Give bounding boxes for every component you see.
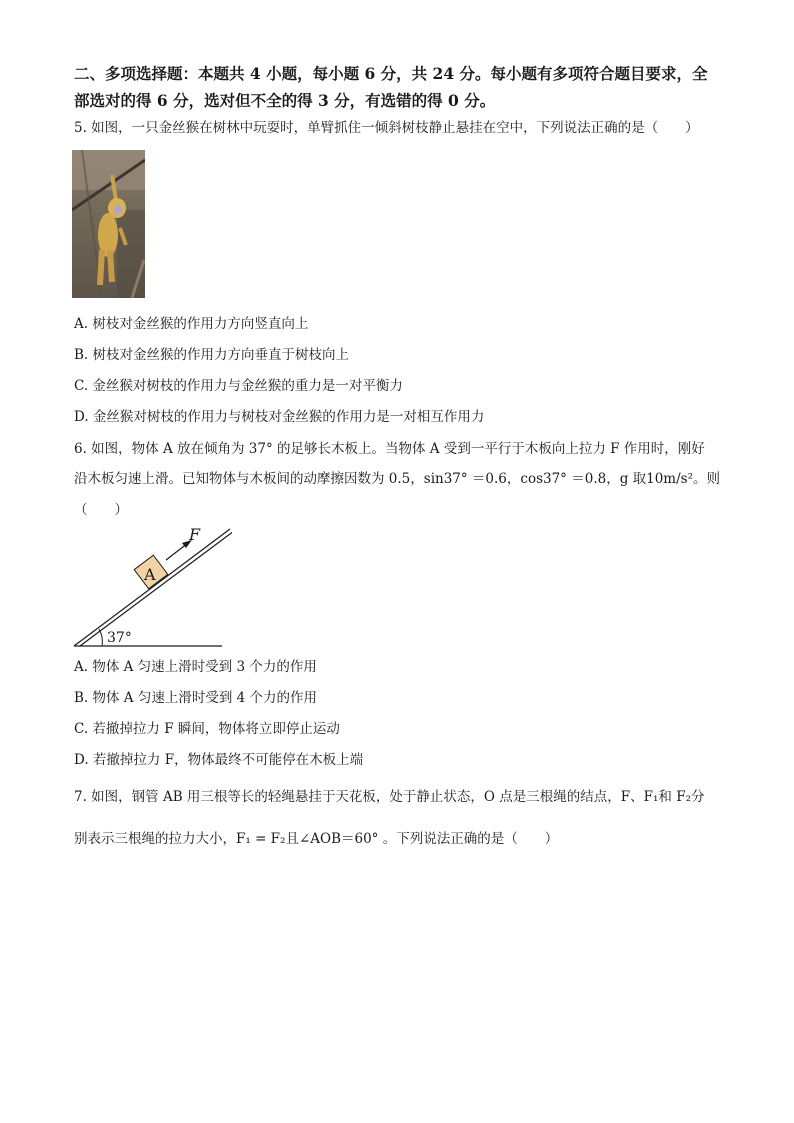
q5-option-d: D. 金丝猴对树枝的作用力与树枝对金丝猴的作用力是一对相互作用力 xyxy=(74,409,485,425)
q5-stem: 5. 如图，一只金丝猴在树林中玩耍时，单臂抓住一倾斜树枝静止悬挂在空中，下列说法正确的是（ ） xyxy=(74,120,699,136)
section-heading-line-2: 部选对的得 6 分，选对但不全的得 3 分，有选错的得 0 分。 xyxy=(74,91,496,110)
golden-monkey-photo xyxy=(72,150,145,298)
q6-option-b: B. 物体 A 匀速上滑时受到 4 个力的作用 xyxy=(74,690,318,706)
incline-diagram xyxy=(72,525,232,650)
q6-option-d: D. 若撤掉拉力 F，物体最终不可能停在木板上端 xyxy=(74,752,364,768)
force-label: F xyxy=(189,525,201,544)
q6-option-a: A. 物体 A 匀速上滑时受到 3 个力的作用 xyxy=(74,659,317,675)
angle-label: 37° xyxy=(107,630,132,646)
q5-option-c: C. 金丝猴对树枝的作用力与金丝猴的重力是一对平衡力 xyxy=(74,378,403,394)
block-label: A xyxy=(144,565,156,584)
q6-stem-line-2: 沿木板匀速上滑。已知物体与木板间的动摩擦因数为 0.5，sin37° ＝0.6，cos37° ＝0.8，g 取10m/s²。则 xyxy=(74,471,720,487)
q6-stem-line-1: 6. 如图，物体 A 放在倾角为 37° 的足够长木板上。当物体 A 受到一平行于木板向上拉力 F 作用时，刚好 xyxy=(74,441,705,457)
q7-stem-line-1: 7. 如图，钢管 AB 用三根等长的轻绳悬挂于天花板，处于静止状态，O 点是三根绳的结点，F、F₁和 F₂分 xyxy=(74,789,705,805)
q5-option-a: A. 树枝对金丝猴的作用力方向竖直向上 xyxy=(74,316,309,332)
section-heading xyxy=(74,60,724,114)
section-heading-line-1: 二、多项选择题：本题共 4 小题，每小题 6 分，共 24 分。每小题有多项符合题目要求，全 xyxy=(74,64,708,83)
q5-option-b: B. 树枝对金丝猴的作用力方向垂直于树枝向上 xyxy=(74,347,350,363)
q6-option-c: C. 若撤掉拉力 F 瞬间，物体将立即停止运动 xyxy=(74,721,340,737)
q7-stem-line-2: 别表示三根绳的拉力大小，F₁ = F₂且∠AOB＝60° 。下列说法正确的是（ ） xyxy=(74,831,559,847)
q6-stem-line-3: （ ） xyxy=(74,502,128,518)
